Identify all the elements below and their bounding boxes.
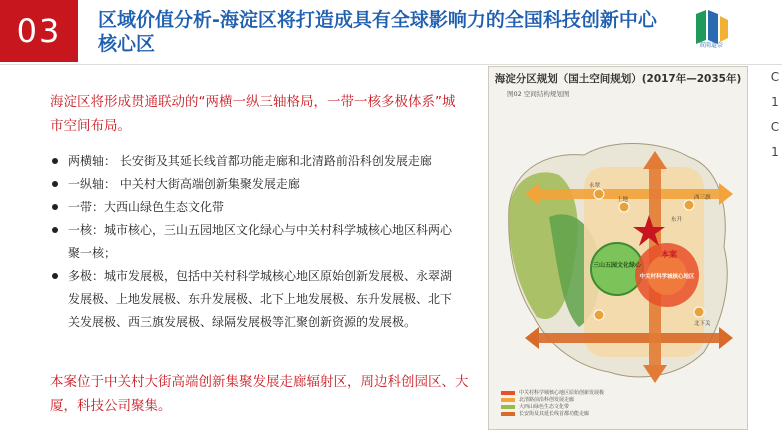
list-item <box>50 150 460 173</box>
legend-label: 长安街及其延长线首都功能走廊 <box>519 411 590 417</box>
map-label-dongsheng: 东升 <box>671 217 683 223</box>
bullet-text: 长安街及其延长线首都功能走廊和北清路前沿科创发展走廊 <box>116 154 432 168</box>
legend-label: 中关村科学城核心地区原始创新发展极 <box>519 390 605 396</box>
map-label-yongcui: 永翠 <box>589 183 601 189</box>
legend-item <box>501 389 737 396</box>
clipped-text-fragment: 1 <box>771 95 779 109</box>
bullet-label: 一带： <box>68 200 105 214</box>
development-pole-dot <box>594 310 604 320</box>
map-graphic <box>489 97 747 397</box>
legend-label: 北清路前沿科创发展走廊 <box>519 397 575 403</box>
title-line-2: 核心区 <box>98 33 156 55</box>
development-pole-dot <box>594 189 604 199</box>
bullet-text: 城市核心，三山五园地区文化绿心与中关村科学城核心地区科两心聚一核； <box>68 223 453 260</box>
legend-item <box>501 410 737 417</box>
clipped-text-fragment: 1 <box>771 145 779 159</box>
bullet-dot-icon <box>52 273 58 279</box>
project-location-paragraph: 本案位于中关村大街高端创新集聚发展走廊辐射区，周边科创园区、大厦，科技公司聚集。 <box>50 374 469 414</box>
map-label-science-core: 中关村科学城核心地区 <box>639 274 695 280</box>
map-legend <box>501 389 737 425</box>
clipped-text-fragment: C <box>770 120 780 134</box>
intro-paragraph: 海淀区将形成贯通联动的“两横一纵三轴格局，一带一核多极体系”城市空间布局。 <box>50 94 456 134</box>
map-label-beixiaguan: 北下关 <box>694 321 711 327</box>
section-number: 03 <box>16 12 62 50</box>
list-item <box>50 265 460 334</box>
bullet-label: 一纵轴： <box>68 177 117 191</box>
bullet-text: 大西山绿色生态文化带 <box>104 200 225 214</box>
list-item <box>50 196 460 219</box>
legend-label: 大西山绿色生态文化带 <box>519 404 570 410</box>
bullet-list <box>50 150 460 334</box>
header-divider <box>0 64 782 65</box>
legend-swatch <box>501 391 515 395</box>
map-subtitle: 图02 空间结构规划图 <box>507 90 570 98</box>
legend-item <box>501 396 737 403</box>
map-label-project: 本案 <box>661 250 677 259</box>
green-core-circle <box>591 243 643 295</box>
axis-arrow-icon <box>525 327 539 349</box>
development-pole-dot <box>619 202 629 212</box>
clipped-text-fragment: C <box>770 70 780 84</box>
bullet-label: 一核： <box>68 223 105 237</box>
list-item <box>50 173 460 196</box>
development-pole-dot <box>684 200 694 210</box>
legend-item <box>501 403 737 410</box>
bullet-dot-icon <box>52 181 58 187</box>
section-number-badge <box>0 0 78 62</box>
bullet-text: 中关村大街高端创新集聚发展走廊 <box>116 177 300 191</box>
bullet-text: 城市发展极，包括中关村科学城核心地区原始创新发展极、永翠湖发展极、上地发展极、东升发展极、北下上地发展极、东升发展极、北下关发展极、西三旗发展极、绿隔发展极等汇聚创新资源的发展极。 <box>68 269 453 329</box>
map-title: 海淀分区规划（国土空间规划）(2017年—2035年) <box>494 73 742 85</box>
brand-logo-text: 双雨道奈 <box>698 42 723 49</box>
map-label-green-core: 三山五园文化绿心 <box>592 262 642 269</box>
bullet-dot-icon <box>52 158 58 164</box>
development-pole-dot <box>694 307 704 317</box>
map-label-shangdi: 上地 <box>617 197 629 203</box>
bullet-dot-icon <box>52 204 58 210</box>
bullet-label: 两横轴： <box>68 154 117 168</box>
planning-map <box>488 66 748 430</box>
legend-swatch <box>501 398 515 402</box>
beiqing-road-axis <box>539 189 719 199</box>
bullet-dot-icon <box>52 227 58 233</box>
title-line-1: 区域价值分析-海淀区将打造成具有全球影响力的全国科技创新中心 <box>98 9 657 31</box>
axis-arrow-icon <box>719 183 733 205</box>
list-item <box>50 219 460 265</box>
axis-arrow-icon <box>719 327 733 349</box>
changan-avenue-axis <box>539 333 719 343</box>
legend-swatch <box>501 405 515 409</box>
bullet-label: 多极： <box>68 269 105 283</box>
legend-swatch <box>501 412 515 416</box>
page-title <box>98 8 698 56</box>
map-label-xisanqi: 西三旗 <box>694 195 711 201</box>
